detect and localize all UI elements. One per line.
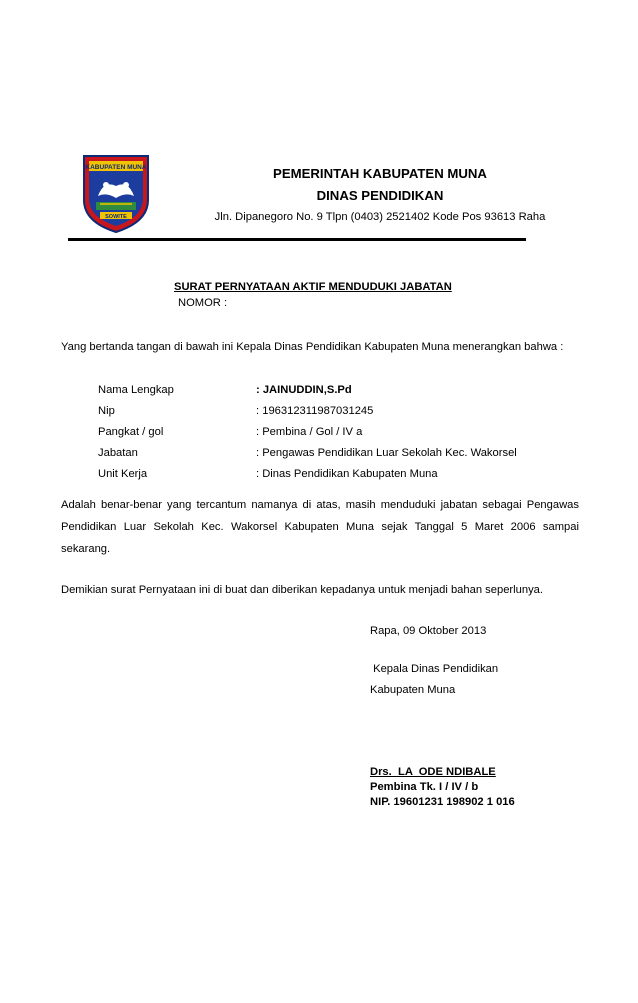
field-label-position: Jabatan (98, 447, 138, 459)
field-value-nip: : 196312311987031245 (256, 405, 374, 417)
signature-place-date: Rapa, 09 Oktober 2013 (370, 625, 487, 637)
field-value-rank: : Pembina / Gol / IV a (256, 426, 363, 438)
signature-office: Kabupaten Muna (370, 684, 456, 696)
field-label-unit: Unit Kerja (98, 468, 148, 480)
header-government-name: PEMERINTAH KABUPATEN MUNA (273, 166, 487, 181)
field-label-rank: Pangkat / gol (98, 426, 164, 438)
header-address: Jln. Dipanegoro No. 9 Tlpn (0403) 2521402 Kode Pos 93613 Raha (214, 211, 546, 223)
header-department-name: DINAS PENDIDIKAN (316, 188, 444, 203)
field-label-nip: Nip (98, 405, 115, 417)
kabupaten-muna-logo (76, 152, 156, 234)
letter-title: SURAT PERNYATAAN AKTIF MENDUDUKI JABATAN (174, 281, 452, 293)
signer-rank: Pembina Tk. I / IV / b (370, 781, 479, 793)
signature-position: Kepala Dinas Pendidikan (370, 663, 499, 675)
field-value-unit: : Dinas Pendidikan Kabupaten Muna (256, 468, 438, 480)
signer-name: Drs. LA ODE NDIBALE (370, 766, 496, 778)
letter-number: NOMOR : (178, 297, 228, 309)
field-value-name: : JAINUDDIN,S.Pd (256, 384, 352, 396)
header-divider (68, 238, 526, 241)
closing-paragraph: Demikian surat Pernyataan ini di buat dan diberikan kepadanya untuk menjadi bahan seperlunya. (61, 584, 543, 596)
logo-top-text: KABUPATEN MUNA (85, 164, 147, 171)
signer-nip: NIP. 19601231 198902 1 016 (370, 796, 515, 808)
field-label-name: Nama Lengkap (98, 384, 174, 396)
logo-bottom-text: SOWITE (105, 214, 127, 220)
intro-paragraph: Yang bertanda tangan di bawah ini Kepala Dinas Pendidikan Kabupaten Muna menerangkan bahwa : (61, 341, 564, 353)
field-value-position: : Pengawas Pendidikan Luar Sekolah Kec. Wakorsel (256, 447, 517, 459)
body-paragraph: Adalah benar-benar yang tercantum namanya di atas, masih menduduki jabatan sebagai Pengawas Pendidikan Luar Sekolah Kec. Wakorsel Kabupaten Muna sejak Tanggal 5 Maret 2006 sampai sekarang. (61, 499, 579, 555)
